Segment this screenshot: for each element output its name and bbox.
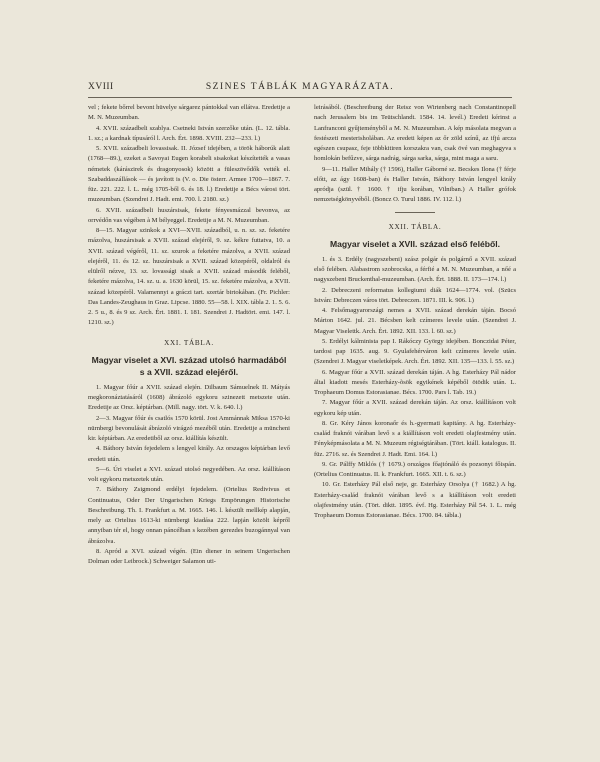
left-column (88, 103, 290, 567)
paragraph: 9. Gr. Pálffy Miklós († 1679.) országos főajtónáló és pozsonyi főispán. (Ortelius Continuatus. II. k. Frankfurt. 1665. XII. t. 6. sz.) (314, 460, 516, 478)
paragraph: 8. Apród a XVI. század végén. (Ein diener in seinem Ungerischen Dolman oder Leibrock.) Schweiger Salamon uti- (88, 547, 290, 565)
paragraph: 6. XVII. századbeli huszársisak, fekete fényesmázzal bevonva, az orrvédőn vas végében à M bélyeggel. Eredetije a M. N. Muzeumban. (88, 206, 290, 224)
paragraph: 7. Magyar főúr a XVII. század derekán táján. Az orsz. kiállításon volt egykoru kép után. (314, 399, 516, 417)
right-column (314, 103, 516, 521)
paragraph: 8. Gr. Kéry János koronaőr és h.-gyermati kapitány. A hg. Esterházy-család fraknói várában levő s a kiállításon volt eredeti olajfestmény után. Fényképmásolata a M. N. Muzeum régiségtárában. (Tört. kiáll. katalogus. II. füz. 2716. sz. és Szendrei J. Hadt. Emi. 164. l.) (314, 419, 516, 458)
paragraph: 2—3. Magyar főúr és csatlós 1570 körül. Jost Ammánnak Miksa 1570-ki nürnbergi bevonulását ábrázoló virágzó mezéből után. Eredetije a müncheni kir. képtárban. Az eredetiből az orsz. kiállítás készült. (88, 414, 290, 442)
paragraph: 9—11. Haller Mihály († 1596), Haller Gáborné sz. Becskes Ilona († férje előtt, az ágy 1608-ban) és Haller István, Báthory István lengyel király apródja (szül. † 1600. † ifju korában, Vilniban.) A Haller grófok nemzetségkönyvéből. (Boncz O. Turul 1886. IV. 112. l.) (314, 165, 516, 204)
running-title: SZINES TÁBLÁK MAGYARÁZATA. (205, 82, 395, 92)
section-divider (395, 212, 435, 213)
paragraph: 7. Báthory Zsigmond erdélyi fejedelem. (Ortelius Redivivus et Continuatus, Oder Der Ungarischen Kriegs Empörungen Historische Beschreibung. Th. I. Frankfurt a. M. 1665. 146. l. készült mellkép alapján, mely az Ortelius 1613-ki nürnbergi kiadása 222. lapján közölt képről annyiban tér el, hogy onnan páncélban s kezében gerezdes buzogánnyal van ábrázolva. (88, 486, 290, 545)
paragraph: 4. XVII. századbeli szablya. Csetneki István szerzőke után. (L. 12. tábla. 1. sz.; a kardnak típusáról l. Arch. Ért. 1898. XVIII. 232—233. l.) (88, 124, 290, 142)
section-label-xxi: XXI. TÁBLA. (164, 338, 214, 347)
paragraph: vel ; fekete bőrrel bevont hüvelye sárgarez pántokkal van ellátva. Eredetije a M. N. Muzeumban. (88, 104, 290, 122)
section-title-xxii: Magyar viselet a XVII. század első feléből. (329, 238, 501, 249)
paragraph: 5. Erdélyi kálminista pap I. Rákóczy György idejében. Bonczidai Péter, tardosi pap 1635. aug. 9. Gyulafehérváron kelt czímeres levele után. (Szendrei J. Magyar viseletképek. Arch. Ért. 1892. XII. 135—133. l. 55. sz.) (314, 337, 516, 366)
paragraph: 5. XVII. századbeli lovassisak. II. József idejében, a török háborúk alatt (1768—89.), ezeket a Savoyai Eugen korabeli sisakokat készítették a vasas németek (kárászirek és dragonyosok) között a füleszövődők vették el. Szabaddaszállások — és javított is (V. o. Die österr. Armee 1700—1867. 7. füz. 221. 222. l. L. még 1705-ből 6. és 18. l.) Eredetije a Bécs városi tört. muzeumban. (Szendrei J. Hadt. emi. 700. l. 2180. sz.) (88, 145, 290, 204)
paragraph: 10. Gr. Esterházy Pál első neje, gr. Esterházy Orsolya († 1682.) A hg. Esterházy-család fraknói várában levő s a kiállításon volt eredeti olajfestmény után. (Tört. diktt. 1895. évf. Hg. Esterházy Pál 54. 1. L. még Trophaeum Domus Estorasianae. Bécs. 1700. 84. tábla.) (314, 481, 516, 519)
paragraph: 2. Debreczeni reformatus kollegiumi diák 1624—1774. vol. (Szücs István: Debreczen város tört. Debreczen. 1871. III. k. 906. l.) (314, 286, 516, 304)
paragraph: leirásából. (Beschreibung der Reisz von Wirtenberg nach Constantinopell nach Jerusalem bis im Teütschlandt. 1584. 14. levél.) Eredeti kérinst a Lanfranconi gyűjteményből a M. N. Muzeumban. A kép másolata megvan a festészeti mesterisholában. Az eredeti képen az őr zöld színű, az ifjú arcza egészen csupasz, feje többkitiren korszakra van, csak övé van meghagyva s homlokán befűzve, sárga nadrág, sárga sarka, sárga, mint maga a saru. (314, 104, 516, 163)
paragraph: 6. Magyar főúr a XVII. század derekán táján. A hg. Esterházy Pál nádor által kiadott mesés Esterházy-õsök egyikének képéből ötödik után. L. Trophaeum Domus Estorasianae. Bécs. 1700. Pars l. Tab. 19.) (314, 368, 516, 396)
paragraph: 1. és 3. Erdély (nagyszebeni) szász polgár és polgárnő a XVII. század első felében. Alabastrom szobrocska, a férfié a M. N. Muzeumban, a nőé a nagyszebeni Bruckenthal-muzeumban. (Arch. Ért. 1888. II. 173—174. l.) (314, 255, 516, 284)
section-label-xxii: XXII. TÁBLA. (388, 222, 442, 231)
header-rule (88, 97, 512, 98)
paragraph: 8—15. Magyar szinkok a XVI—XVII. századból, u. n. sz. sz. feketére mázolva, huszársisak a XVII. század elejéről, 9. sz. kékre futtatva, 10. a XVII. század végéről, 11. sz. szurok a feketére mázolva, a XVII. század elejéről, 11. és 12. sz. huszársisak a XVII. század közepéről, oldalról és elülről nézve, 13. sz. lovassági sisak a XVII. század második feléből, feketére mázolva, 14. sz. u. a. 1630 körül, 15. sz. feketére mázolva, a XVII. század közepéről. Valamennyi a gráczi tart. szertár birtokában. (Fr. Pichler: Das Landes-Zeughaus in Graz. Lipcse. 1880. 55—58. l. XIX. tábla 2. 1. 5. 6. 2. 5 u., 8. és 9 sz. Arch. Ért. 1881. I. 181. Szendrei J. Hadtört. emi. 147. l. 1210. sz.) (88, 227, 290, 327)
section-title-xxi: Magyar viselet a XVI. század utolsó harmadából s a XVII. század elejéről. (91, 354, 287, 377)
page-header (88, 82, 512, 96)
paragraph: 1. Magyar főúr a XVII. század elején. Dilbaum Sámuelnek II. Mátyás megkoronáztatásáról (1608) ábrázoló egykoru szinezett metszete után. Eredetije az Orsz. képtárban. (Mill. nagy. tört. V. k. 640. l.) (88, 383, 290, 412)
paragraph: 4. Felsőmagyarországi nemes a XVII. század derekán táján. Bocsó Márton 1642. jul. 21. Bécsben kelt czímeres levele után. (Szendrei J. Magyar Viselettk. Arch. Ért. 1892. XII. 133. l. 60. sz.) (314, 307, 516, 335)
paragraph: 5—6. Úri viselet a XVI. század utolsó negyedében. Az orsz. kiállításon volt egykoru metszetek után. (88, 465, 290, 483)
paragraph: 4. Báthory István fejedelem s lengyel király. Az orszagos képtárban levő eredeti után. (88, 445, 290, 463)
page-number: XVIII (88, 82, 114, 92)
